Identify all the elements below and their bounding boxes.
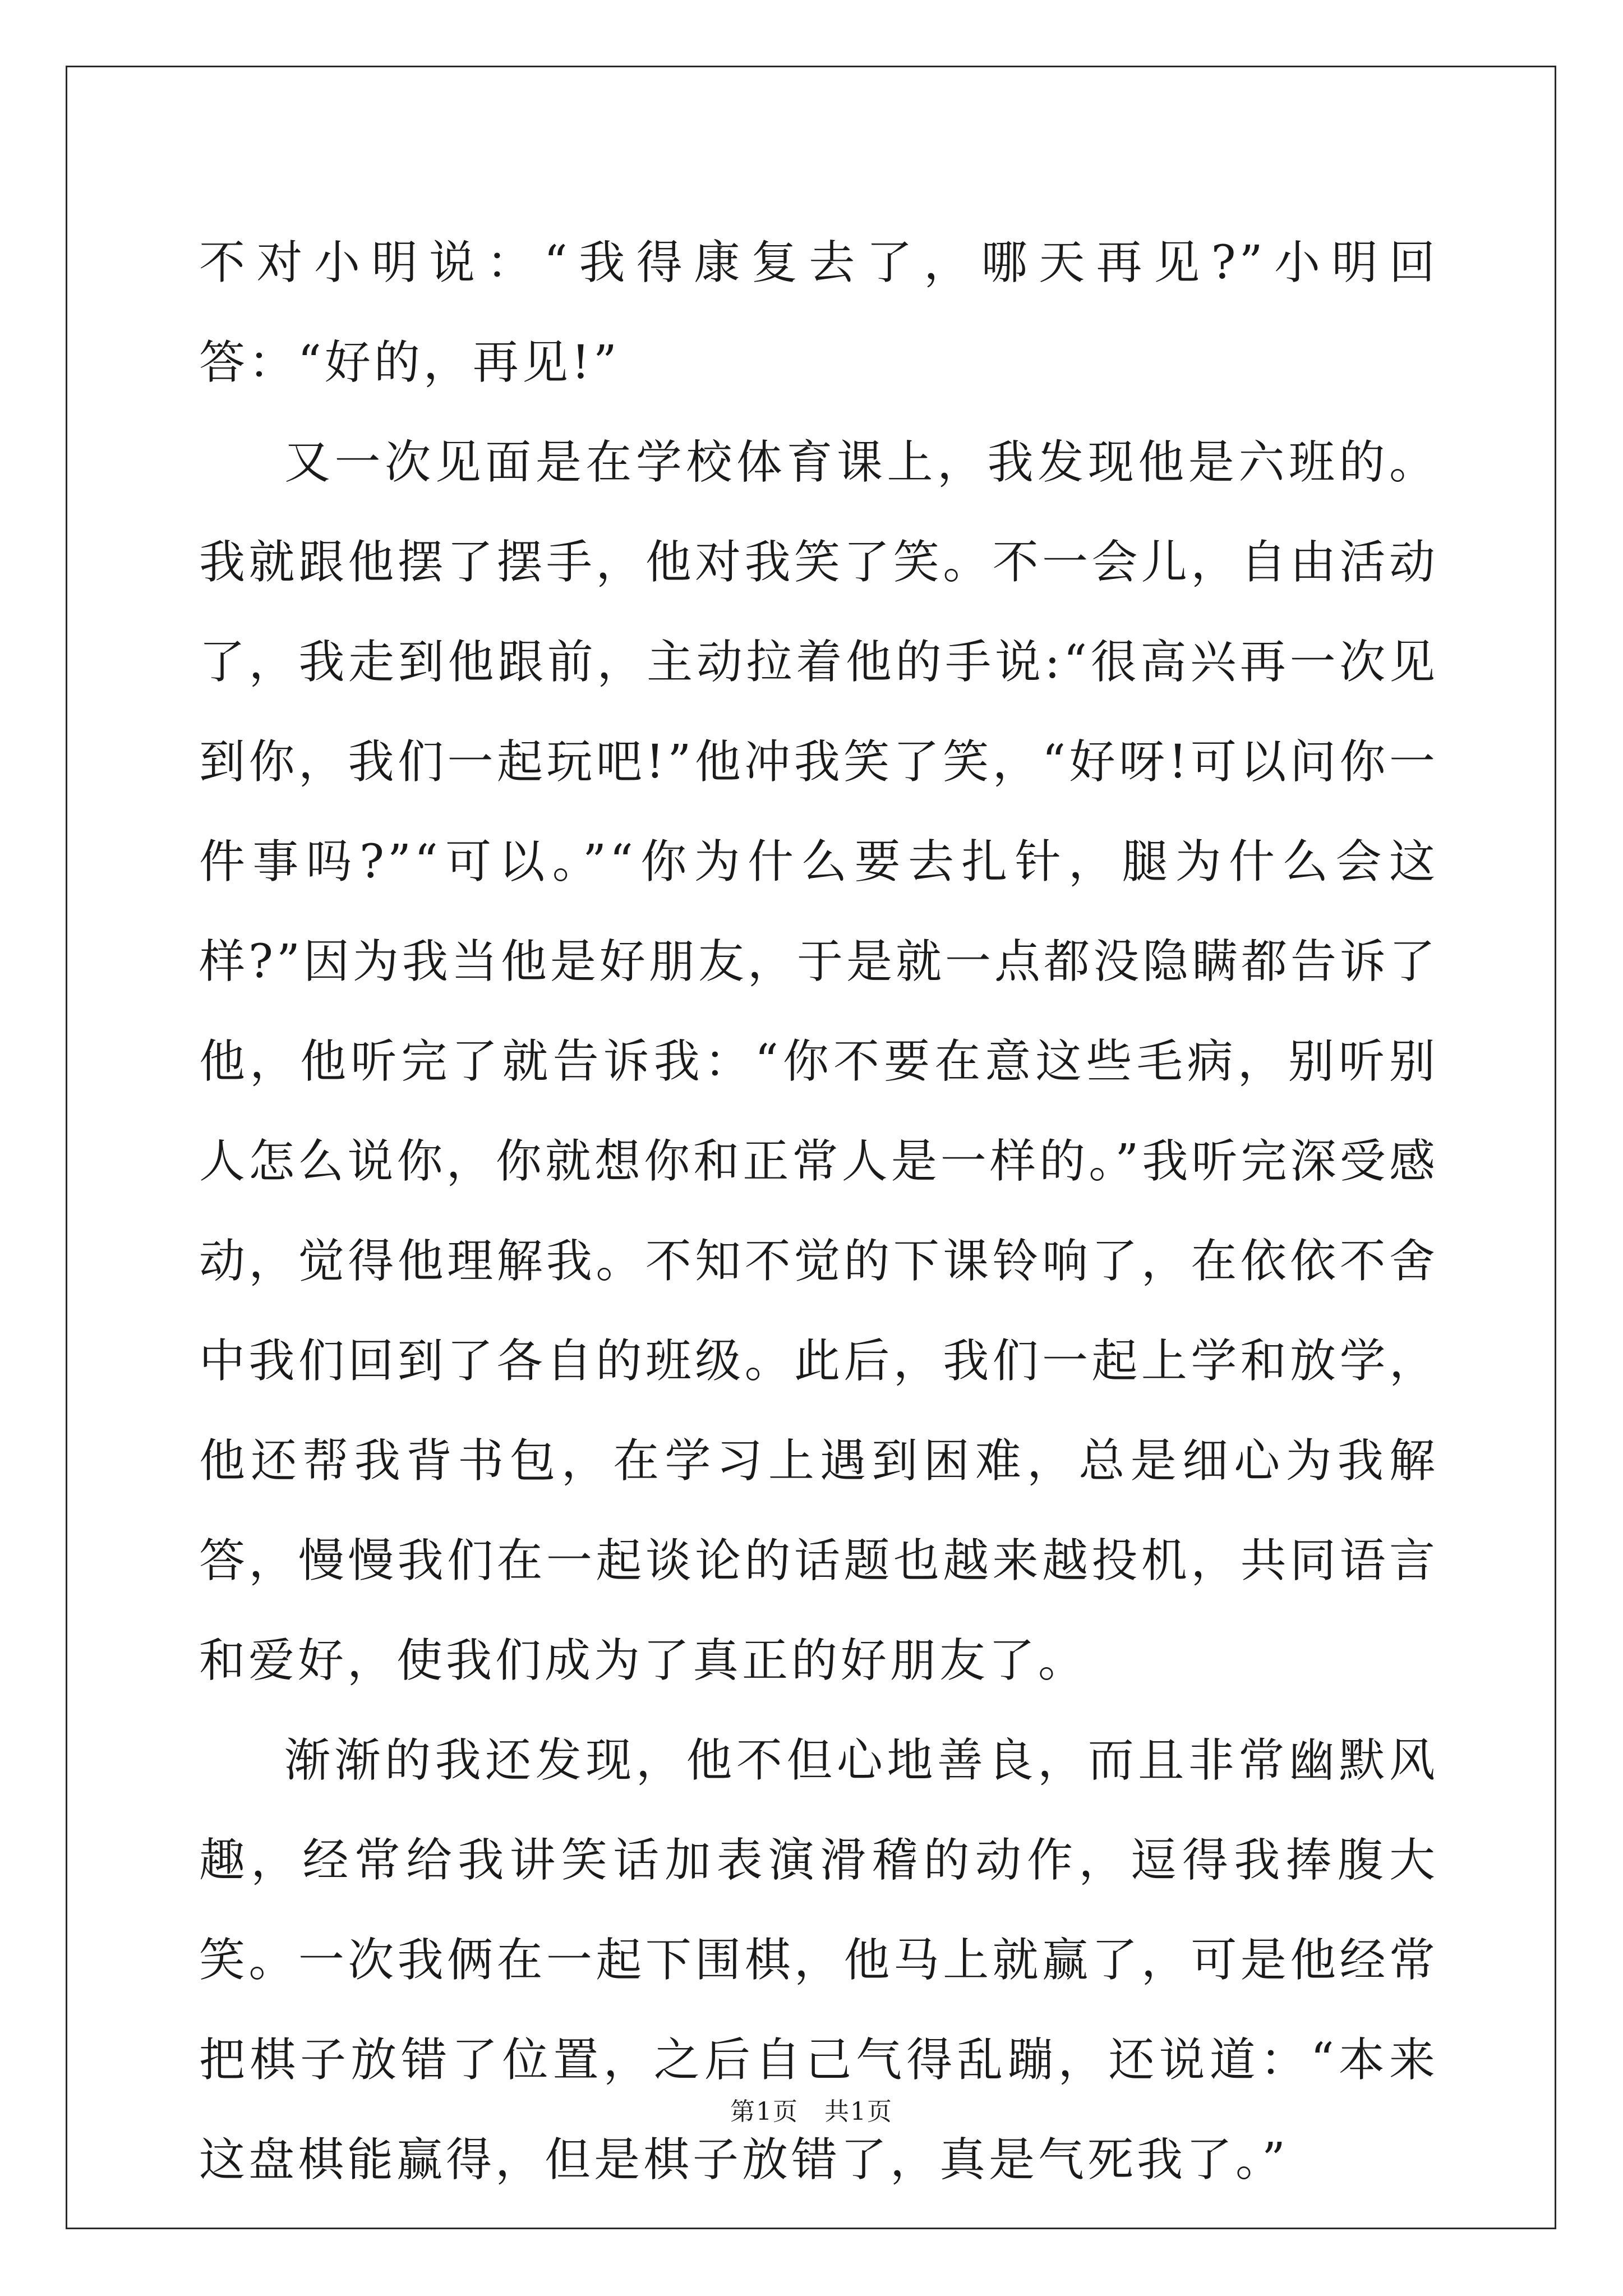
page-number-footer: 第1页 共1页: [730, 2097, 893, 2126]
paragraph-3: 渐渐的我还发现，他不但心地善良，而且非常幽默风趣，经常给我讲笑话加表演滑稽的动作，逗得我捧腹大笑。一次我俩在一起下围棋，他马上就赢了，可是他经常把棋子放错了位置，之后自己气得乱蹦，还说道：“本来这盘棋能赢得，但是棋子放错了，真是气死我了。”: [199, 1734, 1438, 2187]
document-body: [199, 213, 1438, 2210]
paragraph-1: 不对小明说：“我得康复去了，哪天再见?”小明回答：“好的，再见!”: [199, 236, 1438, 389]
paragraph-2: 又一次见面是在学校体育课上，我发现他是六班的。我就跟他摆了摆手，他对我笑了笑。不一会儿，自由活动了，我走到他跟前，主动拉着他的手说:“很高兴再一次见到你，我们一起玩吧!”他冲我笑了笑，“好呀!可以问你一件事吗?”“可以。”“你为什么要去扎针，腿为什么会这样?”因为我当他是好朋友，于是就一点都没隐瞒都告诉了他，他听完了就告诉我：“你不要在意这些毛病，别听别人怎么说你，你就想你和正常人是一样的。”我听完深受感动，觉得他理解我。不知不觉的下课铃响了，在依依不舍中我们回到了各自的班级。此后，我们一起上学和放学，他还帮我背书包，在学习上遇到困难，总是细心为我解答，慢慢我们在一起谈论的话题也越来越投机，共同语言和爱好，使我们成为了真正的好朋友了。: [199, 436, 1438, 1687]
